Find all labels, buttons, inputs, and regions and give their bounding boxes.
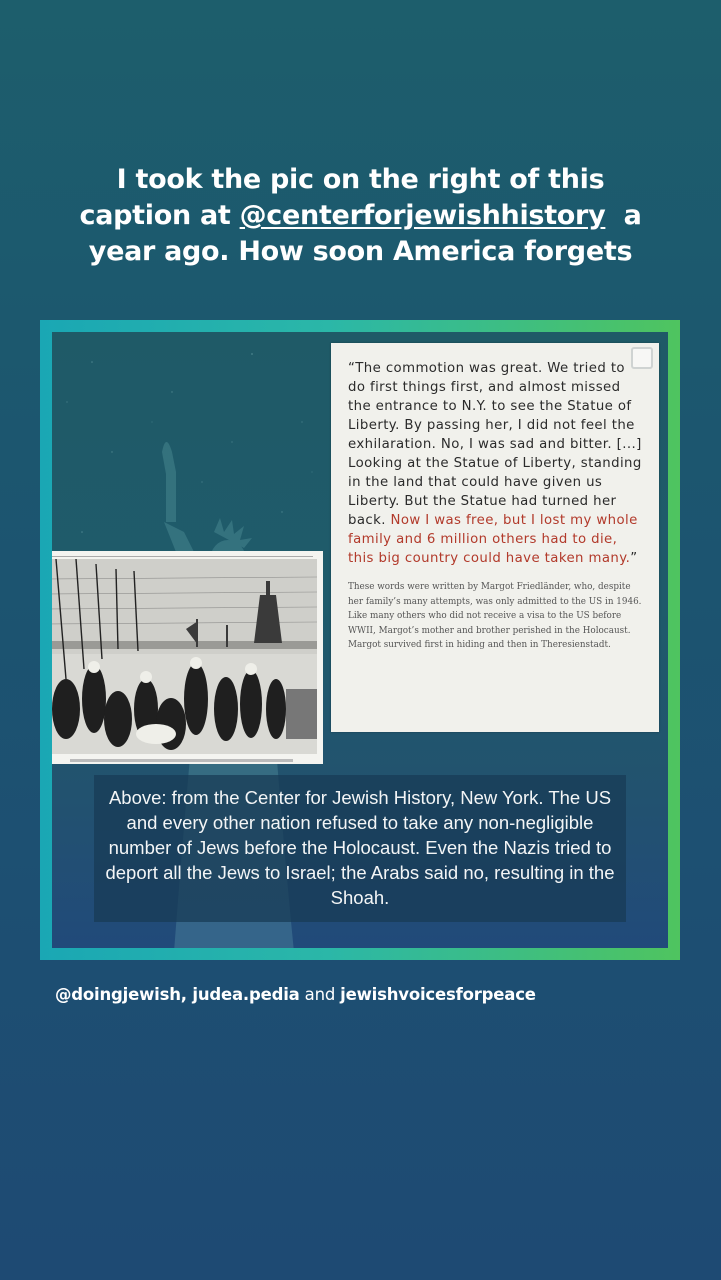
headline-line-2-prefix: caption at	[79, 200, 240, 231]
quote-attribution-note: These words were written by Margot Friedländer, who, despite her family’s many attempts, was only admitted to the US in 1946. Like many others who did not receive a visa to the US before WWII, Margot’s mother and brother perished in the Holocaust. Margot survived first in hiding and then in Theresienstadt.	[348, 582, 642, 650]
credits-first[interactable]: @doingjewish, judea.pedia	[55, 985, 300, 1004]
caption-text-box: Above: from the Center for Jewish History, New York. The US and every other nation refused to take any non-negligible number of Jews before the Holocaust. Even the Nazis tried to deport all the Jews to Israel; the Arabs said no, resulting in the Shoah.	[94, 775, 626, 922]
quote-highlight: Now I was free, but I lost my whole family and 6 million others had to die, this big country could have taken many.	[348, 513, 638, 566]
headline-line-1: I took the pic on the right of this	[116, 164, 605, 195]
story-headline	[30, 162, 691, 270]
mention-link[interactable]: @centerforjewishhistory	[239, 200, 606, 231]
quote-main: “The commotion was great. We tried to do first things first, and almost missed the entrance to N.Y. to see the Statue of Liberty. By passing her, I did not feel the exhilaration. No, I was sad and bitter. [...] Looking at the Statue of Liberty, standing in the land that could have given us Liberty. But the Statue had turned her back.	[348, 361, 642, 528]
engraving-header-rule	[52, 553, 313, 557]
engraving-illustration-icon	[52, 559, 317, 754]
credits-last[interactable]: jewishvoicesforpeace	[340, 985, 536, 1004]
headline-line-2-suffix: a	[605, 200, 642, 231]
quote-text	[348, 359, 643, 568]
credits-line	[55, 985, 536, 1004]
checkbox-icon[interactable]	[631, 347, 653, 369]
headline-line-3: year ago. How soon America forgets	[88, 236, 633, 267]
photo	[52, 332, 668, 948]
credits-connector: and	[299, 985, 341, 1004]
immigrants-engraving	[52, 551, 323, 764]
quote-close: ”	[630, 551, 638, 566]
headline-line-2	[30, 198, 691, 234]
engraving-caption-rule	[70, 759, 293, 762]
museum-quote-panel	[331, 343, 659, 732]
photo-frame	[40, 320, 680, 960]
